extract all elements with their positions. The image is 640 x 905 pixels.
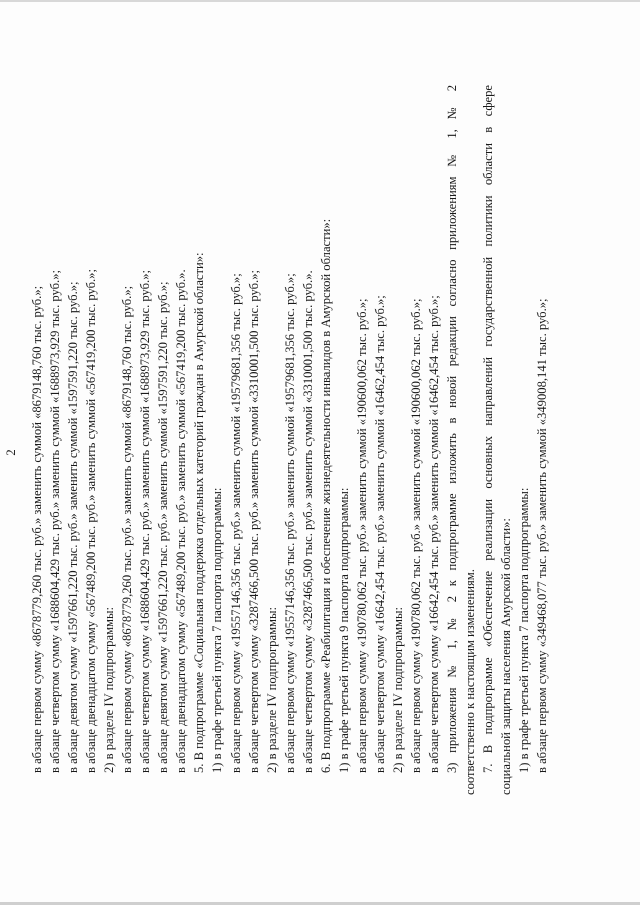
text-line: в абзаце первом сумму «19557146,356 тыс. руб.» заменить суммой «19579681,356 тыс. руб.»; [228, 273, 243, 773]
text-line: в абзаце четвертом сумму «1688604,429 тыс. руб.» заменить суммой «1688973,929 тыс. руб.»; [48, 270, 63, 773]
text-line: 7. В подпрограмме «Обеспечение реализации основных направлений государственной политики области в сфере [481, 85, 496, 773]
page-number: 2 [4, 449, 18, 456]
text-line: 5. В подпрограмме «Социальная поддержка отдельных категорий граждан в Амурской области»: [192, 252, 207, 773]
text-line: 1) в графе третьей пункта 7 паспорта подпрограммы: [210, 487, 225, 773]
text-line: 2) в разделе IV подпрограммы: [390, 607, 405, 773]
text-line: соответственно к настоящим изменениям. [463, 569, 478, 795]
text-line: в абзаце первом сумму «349468,077 тыс. руб.» заменить суммой «349008,141 тыс. руб.»; [535, 298, 550, 773]
text-line: в абзаце четвертом сумму «16642,454 тыс. руб.» заменить суммой «16462,454 тыс. руб.»; [372, 295, 387, 773]
text-line: в абзаце четвертом сумму «16642,454 тыс. руб.» заменить суммой «16462,454 тыс. руб.»; [427, 295, 442, 773]
text-line: 1) в графе третьей пункта 7 паспорта подпрограммы: [517, 487, 532, 773]
text-line: 3) приложения № 1, № 2 к подпрограмме изложить в новой редакции согласно приложениям № 1, № 2 [445, 85, 460, 773]
text-line: в абзаце двенадцатом сумму «567489,200 тыс. руб.» заменить суммой «567419,200 тыс. руб.». [174, 269, 189, 773]
text-line: 2) в разделе IV подпрограммы: [102, 607, 117, 773]
text-line: в абзаце первом сумму «190780,062 тыс. руб.» заменить суммой «190600,062 тыс. руб.»; [354, 298, 369, 773]
text-line: в абзаце первом сумму «8678779,260 тыс. руб.» заменить суммой «8679148,760 тыс. руб.»; [120, 285, 135, 773]
document-body [28, 85, 551, 795]
text-line: в абзаце четвертом сумму «3287466,500 тыс. руб.» заменить суммой «3310001,500 тыс. руб.». [300, 270, 315, 773]
text-line: в абзаце двенадцатом сумму «567489,200 тыс. руб.» заменить суммой «567419,200 тыс. руб.»; [84, 269, 99, 773]
text-line: в абзаце первом сумму «8678779,260 тыс. руб.» заменить суммой «8679148,760 тыс. руб.»; [30, 285, 44, 773]
text-line: в абзаце первом сумму «19557146,356 тыс. руб.» заменить суммой «19579681,356 тыс. руб.»; [282, 273, 297, 773]
text-line: в абзаце четвертом сумму «1688604,429 тыс. руб.» заменить суммой «1688973,929 тыс. руб.»; [138, 270, 153, 773]
text-line: в абзаце девятом сумму «1597661,220 тыс. руб.» заменить суммой «1597591,220 тыс. руб.»; [66, 281, 81, 773]
text-line: 2) в разделе IV подпрограммы: [264, 607, 279, 773]
text-line: 6. В подпрограмме «Реабилитация и обеспечение жизнедеятельности инвалидов в Амурской области»: [318, 218, 333, 773]
text-line: в абзаце первом сумму «190780,062 тыс. руб.» заменить суммой «190600,062 тыс. руб.»; [408, 298, 423, 773]
text-line: 1) в графе третьей пункта 9 паспорта подпрограммы: [336, 487, 351, 773]
text-line: социальной защиты населения Амурской области»: [499, 518, 514, 795]
text-line: в абзаце четвертом сумму «3287466,500 тыс. руб.» заменить суммой «3310001,500 тыс. руб.»; [246, 270, 261, 773]
text-line: в абзаце девятом сумму «1597661,220 тыс. руб.» заменить суммой «1597591,220 тыс. руб.»; [156, 281, 171, 773]
